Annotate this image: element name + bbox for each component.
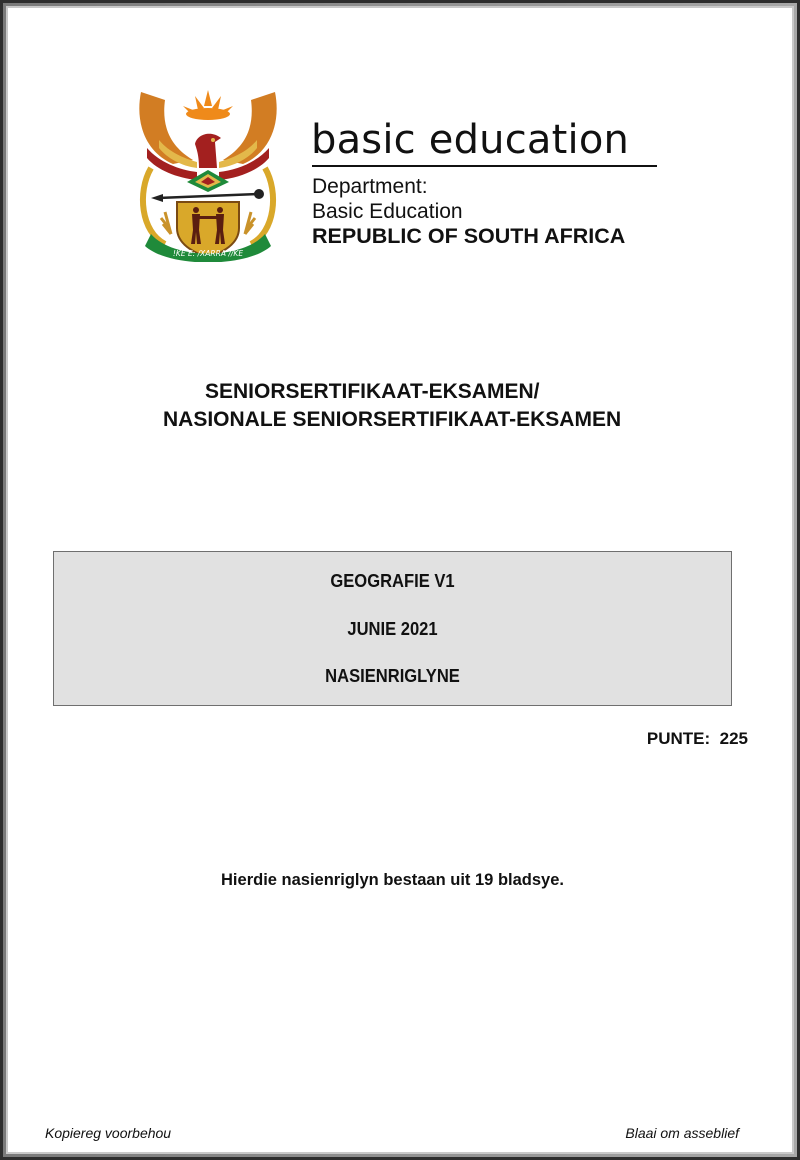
country-name: REPUBLIC OF SOUTH AFRICA <box>312 224 626 248</box>
footer-copyright: Kopiereg voorbehou <box>45 1125 172 1141</box>
exam-title-line2: NASIONALE SENIORSERTIFIKAAT-EKSAMEN <box>163 408 622 431</box>
motto-text: !KE E: /XARRA //KE <box>172 249 244 258</box>
subject-label: GEOGRAFIE V1 <box>330 571 455 591</box>
exam-title-line1: SENIORSERTIFIKAAT-EKSAMEN/ <box>205 380 540 403</box>
document-type-label: NASIENRIGLYNE <box>325 666 460 686</box>
footer-turn-page: Blaai om asseblief <box>625 1125 739 1141</box>
paper-info-box <box>53 551 732 706</box>
brand-divider <box>312 165 657 167</box>
department-label: Department: <box>312 175 428 198</box>
page-count-note: Hierdie nasienriglyn bestaan uit 19 bladsye. <box>221 871 564 889</box>
coat-of-arms-icon <box>133 82 283 262</box>
brand-title: basic education <box>311 117 630 163</box>
department-name: Basic Education <box>312 200 463 223</box>
total-marks: PUNTE: 225 <box>646 729 748 748</box>
department-block <box>312 174 625 249</box>
session-label: JUNIE 2021 <box>347 619 438 639</box>
